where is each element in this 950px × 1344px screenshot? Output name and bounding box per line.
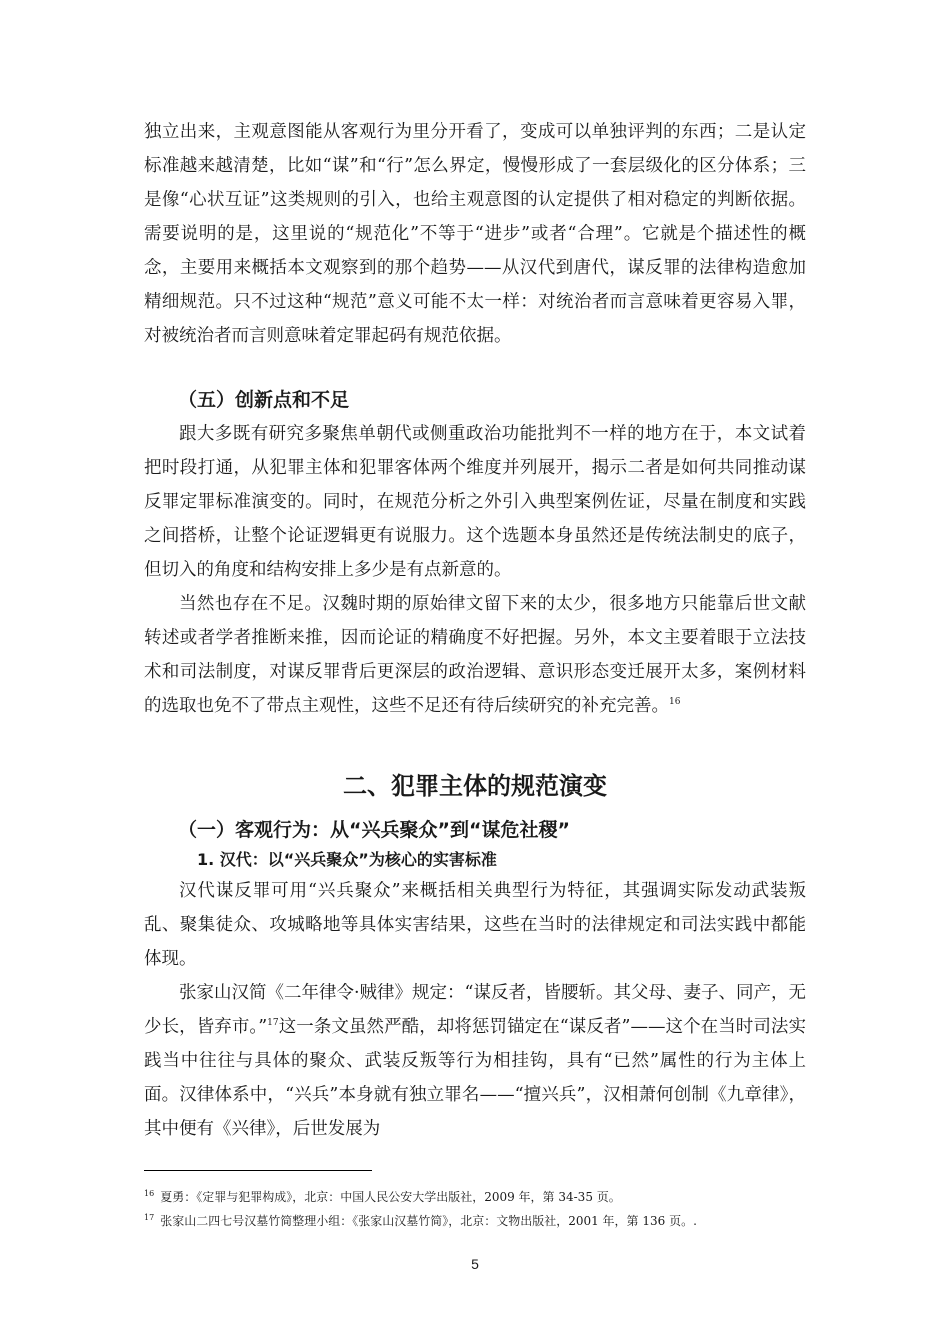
footnote-17 [144,1208,824,1231]
paragraph-han-feature [144,874,806,976]
footnote-ref-17: 17 [267,1018,279,1029]
paragraph-body: 这一条文虽然严酷，却将惩罚锚定在“谋反者”——这个在当时司法实践当中往往与具体的聚众、武装反叛等行为相挂钩，具有“已然”属性的行为主体上面。汉律体系中，“兴兵”本身就有独立罪名——“擅兴兵”，汉相萧何创制《九章律》，其中便有《兴律》，后世发展为 [144,1017,806,1139]
footnote-16 [144,1184,824,1207]
footnote-text: 张家山二四七号汉墓竹简整理小组：《张家山汉墓竹简》，北京：文物出版社，2001 年，第 136 页。. [160,1214,697,1228]
footnote-text: 夏勇：《定罪与犯罪构成》，北京：中国人民公安大学出版社，2009 年，第 34-35 页。 [160,1190,621,1204]
paragraph-text: 跟大多既有研究多聚焦单朝代或侧重政治功能批判不一样的地方在于，本文试着把时段打通，从犯罪主体和犯罪客体两个维度并列展开，揭示二者是如何共同推动谋反罪定罪标准演变的。同时，在规范分析之外引入典型案例佐证，尽量在制度和实践之间搭桥，让整个论证逻辑更有说服力。这个选题本身虽然还是传统法制史的底子，但切入的角度和结构安排上多少是有点新意的。 [144,424,806,580]
paragraph-body: 当然也存在不足。汉魏时期的原始律文留下来的太少，很多地方只能靠后世文献转述或者学者推断来推，因而论证的精确度不好把握。另外，本文主要着眼于立法技术和司法制度，对谋反罪背后更深层的政治逻辑、意识形态变迁展开太多，案例材料的选取也免不了带点主观性，这些不足还有待后续研究的补充完善。 [144,594,806,716]
paragraph-zhangjiashan [144,976,806,1146]
paragraph-text: 独立出来，主观意图能从客观行为里分开看了，变成可以单独评判的东西；二是认定标准越来越清楚，比如“谋”和“行”怎么界定，慢慢形成了一套层级化的区分体系；三是像“心状互证”这类规则的引入，也给主观意图的认定提供了相对稳定的判断依据。需要说明的是，这里说的“规范化”不等于“进步”或者“合理”。它就是个描述性的概念，主要用来概括本文观察到的那个趋势——从汉代到唐代，谋反罪的法律构造愈加精细规范。只不过这种“规范”意义可能不太一样：对统治者而言意味着更容易入罪，对被统治者而言则意味着定罪起码有规范依据。 [144,122,806,346]
paragraph-continued [144,115,806,353]
paragraph-text [144,976,806,1146]
paragraph-shortcomings [144,587,806,723]
section-heading-objective-act: （一）客观行为：从“兴兵聚众”到“谋危社稷” [178,819,570,841]
paragraph-innovation [144,417,806,587]
chapter-heading: 二、犯罪主体的规范演变 [343,772,607,800]
footnote-ref-16: 16 [669,697,681,708]
paragraph-quote: 张家山汉简《二年律令·贼律》规定：“谋反者，皆腰斩。其父母、妻子、同产，无少长，皆弃市。” [144,983,807,1037]
subsection-heading-han: 1. 汉代：以“兴兵聚众”为核心的实害标准 [197,850,497,869]
footnote-divider [144,1170,372,1171]
section-heading-innovation: （五）创新点和不足 [178,389,350,411]
paragraph-text [144,587,806,723]
paragraph-text: 汉代谋反罪可用“兴兵聚众”来概括相关典型行为特征，其强调实际发动武装叛乱、聚集徒众、攻城略地等具体实害结果，这些在当时的法律规定和司法实践中都能体现。 [144,881,806,969]
footnote-number: 16 [144,1189,155,1198]
page-number: 5 [471,1256,479,1272]
footnote-number: 17 [144,1213,155,1222]
